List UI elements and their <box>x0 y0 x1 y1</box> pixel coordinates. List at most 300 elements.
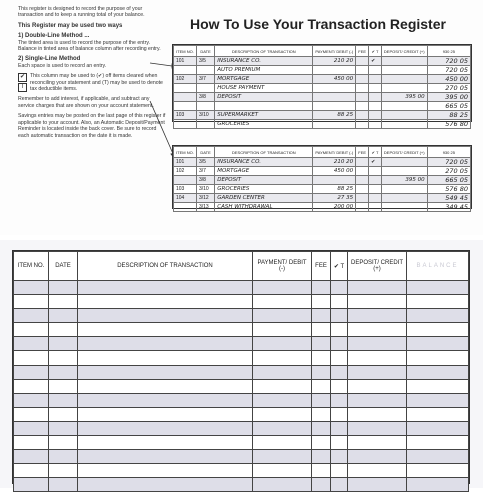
register-cell[interactable] <box>331 365 348 379</box>
cell-fee <box>356 120 369 129</box>
register-cell[interactable] <box>49 295 78 309</box>
cell-date: 3/8 <box>196 93 214 102</box>
register-row[interactable] <box>14 436 469 450</box>
register-cell[interactable] <box>14 365 49 379</box>
example-row <box>174 111 471 120</box>
cell-desc: GARDEN CENTER <box>215 194 313 203</box>
cell-desc: AUTO PREMIUM <box>215 66 313 75</box>
example-single-line <box>172 145 472 209</box>
col-dep: DEPOSIT/ CREDIT (+) <box>381 147 427 158</box>
register-cell[interactable] <box>348 351 407 365</box>
register-row[interactable] <box>14 365 469 379</box>
cell-item: 101 <box>174 57 197 66</box>
cell-bal: 720 05 <box>427 66 470 75</box>
cell-desc: DEPOSIT <box>215 93 313 102</box>
register-row[interactable] <box>14 351 469 365</box>
register-cell[interactable] <box>14 421 49 435</box>
register-cell[interactable] <box>407 351 469 365</box>
register-cell[interactable] <box>348 393 407 407</box>
cell-bal: 450 00 <box>427 75 470 84</box>
register-cell[interactable] <box>49 365 78 379</box>
register-cell[interactable] <box>14 478 49 492</box>
cell-bal: 576 80 <box>427 120 470 129</box>
cell-item <box>174 102 197 111</box>
savings-text: Savings entries may be posted on the last page of this register if applicable to your account. Also, an Automatic Deposit/Payment Reminder is located inside the back cover. Be sure to record each automatic transaction on the date it is made. <box>18 113 166 139</box>
register-cell[interactable] <box>312 379 331 393</box>
register-cell[interactable] <box>312 323 331 337</box>
register-cell[interactable] <box>253 393 312 407</box>
cell-pay: 210 20 <box>313 57 356 66</box>
t-mark-icon: T <box>18 83 27 92</box>
register-cell[interactable] <box>312 309 331 323</box>
register-cell[interactable] <box>331 337 348 351</box>
cell-bal: 270 05 <box>427 167 470 176</box>
cell-chk: ✔ <box>369 158 382 167</box>
register-cell[interactable] <box>348 295 407 309</box>
cell-desc: SUPERMARKET <box>215 111 313 120</box>
cell-pay <box>313 93 356 102</box>
register-cell[interactable] <box>49 393 78 407</box>
cell-bal: 576 80 <box>427 185 470 194</box>
col-item: ITEM NO. <box>174 147 197 158</box>
example-row <box>174 185 471 194</box>
register-cell[interactable] <box>78 478 253 492</box>
cell-pay: 450 00 <box>313 75 356 84</box>
opening-balance: 930 25 <box>427 147 470 158</box>
register-row[interactable] <box>14 393 469 407</box>
cell-bal: 720 05 <box>427 158 470 167</box>
cell-dep <box>381 120 427 129</box>
register-cell[interactable] <box>78 407 253 421</box>
col-check: ✔ T <box>369 46 382 57</box>
register-row[interactable] <box>14 407 469 421</box>
example-row <box>174 57 471 66</box>
register-cell[interactable] <box>312 478 331 492</box>
cell-bal: 665 05 <box>427 102 470 111</box>
register-cell[interactable] <box>407 379 469 393</box>
register-cell[interactable] <box>312 393 331 407</box>
register-cell[interactable] <box>78 365 253 379</box>
register-cell[interactable] <box>331 351 348 365</box>
register-cell[interactable] <box>253 295 312 309</box>
register-cell[interactable] <box>14 323 49 337</box>
cell-desc: GROCERIES <box>215 120 313 129</box>
check-mark-icon: ✔ <box>19 74 26 81</box>
register-cell[interactable] <box>49 309 78 323</box>
reg-col-dep: DEPOSIT/ CREDIT (+) <box>348 252 407 281</box>
register-cell[interactable] <box>312 351 331 365</box>
reg-col-date: DATE <box>49 252 78 281</box>
register-cell[interactable] <box>78 281 253 295</box>
example-row <box>174 120 471 129</box>
register-cell[interactable] <box>331 281 348 295</box>
register-row[interactable] <box>14 379 469 393</box>
cell-chk <box>369 75 382 84</box>
cell-desc: GROCERIES <box>215 185 313 194</box>
cell-chk <box>369 185 382 194</box>
cell-bal: 88 25 <box>427 111 470 120</box>
register-cell[interactable] <box>348 407 407 421</box>
cell-pay: 88 25 <box>313 111 356 120</box>
register-cell[interactable] <box>407 337 469 351</box>
cell-item <box>174 120 197 129</box>
register-cell[interactable] <box>14 393 49 407</box>
register-cell[interactable] <box>348 421 407 435</box>
cell-fee <box>356 176 369 185</box>
example-row <box>174 176 471 185</box>
cell-item: 102 <box>174 167 197 176</box>
cell-dep <box>381 185 427 194</box>
cell-chk <box>369 66 382 75</box>
register-cell[interactable] <box>348 281 407 295</box>
register-cell[interactable] <box>14 464 49 478</box>
register-cell[interactable] <box>49 351 78 365</box>
col-desc: DESCRIPTION OF TRANSACTION <box>215 46 313 57</box>
cell-item: 103 <box>174 111 197 120</box>
cell-dep <box>381 75 427 84</box>
example-row <box>174 93 471 102</box>
cell-dep: 395 00 <box>381 93 427 102</box>
register-cell[interactable] <box>407 365 469 379</box>
cell-dep <box>381 167 427 176</box>
register-cell[interactable] <box>312 365 331 379</box>
cell-pay: 210 20 <box>313 158 356 167</box>
register-cell[interactable] <box>49 436 78 450</box>
cell-date: 3/5 <box>196 158 214 167</box>
cell-fee <box>356 66 369 75</box>
register-cell[interactable] <box>14 295 49 309</box>
cell-pay: 27 35 <box>313 194 356 203</box>
reg-col-item: ITEM NO. <box>14 252 49 281</box>
col-pay: PAYMENT/ DEBIT (-) <box>313 147 356 158</box>
register-cell[interactable] <box>49 281 78 295</box>
register-cell[interactable] <box>312 421 331 435</box>
cell-pay: 450 00 <box>313 167 356 176</box>
register-cell[interactable] <box>78 295 253 309</box>
example-row <box>174 158 471 167</box>
register-cell[interactable] <box>253 464 312 478</box>
register-cell[interactable] <box>49 407 78 421</box>
register-cell[interactable] <box>49 464 78 478</box>
cell-pay: 200 00 <box>313 203 356 212</box>
cell-item: 104 <box>174 194 197 203</box>
example-row <box>174 203 471 212</box>
single-line-text: Each space is used to record an entry. <box>18 62 107 69</box>
register-cell[interactable] <box>407 323 469 337</box>
register-grid <box>12 250 470 484</box>
register-cell[interactable] <box>253 436 312 450</box>
register-cell[interactable] <box>312 295 331 309</box>
cell-fee <box>356 111 369 120</box>
register-cell[interactable] <box>331 393 348 407</box>
reg-col-desc: DESCRIPTION OF TRANSACTION <box>78 252 253 281</box>
cell-chk <box>369 93 382 102</box>
register-cell[interactable] <box>331 309 348 323</box>
cell-desc: MORTGAGE <box>215 75 313 84</box>
register-row[interactable] <box>14 309 469 323</box>
register-table <box>13 251 469 492</box>
register-cell[interactable] <box>407 309 469 323</box>
example-single-line-table <box>173 146 471 212</box>
register-cell[interactable] <box>78 323 253 337</box>
check-column-text: This column may be used to (✔) off items cleared when reconciling your statement and (T) may be used to denote tax deductible items. <box>30 73 163 93</box>
register-cell[interactable] <box>407 436 469 450</box>
register-cell[interactable] <box>253 323 312 337</box>
reg-col-check: ✔ T <box>331 252 348 281</box>
cell-fee <box>356 158 369 167</box>
example-row <box>174 84 471 93</box>
double-line-heading: 1) Double-Line Method ... <box>18 33 90 40</box>
single-line-heading: 2) Single-Line Method <box>18 56 81 63</box>
col-pay: PAYMENT/ DEBIT (-) <box>313 46 356 57</box>
cell-desc: INSURANCE CO. <box>215 158 313 167</box>
register-row[interactable] <box>14 421 469 435</box>
register-cell[interactable] <box>331 478 348 492</box>
cell-chk <box>369 102 382 111</box>
register-row[interactable] <box>14 450 469 464</box>
register-cell[interactable] <box>407 450 469 464</box>
cell-fee <box>356 194 369 203</box>
register-cell[interactable] <box>312 407 331 421</box>
cell-dep <box>381 194 427 203</box>
cell-bal: 549 45 <box>427 194 470 203</box>
register-cell[interactable] <box>49 421 78 435</box>
cell-bal: 270 05 <box>427 84 470 93</box>
interest-text: Remember to add interest, if applicable, and subtract any service charges that are shown on your account statement. <box>18 96 154 109</box>
register-row[interactable] <box>14 295 469 309</box>
col-fee: FEE <box>356 46 369 57</box>
cell-pay <box>313 66 356 75</box>
register-cell[interactable] <box>407 281 469 295</box>
cell-item: 102 <box>174 75 197 84</box>
register-cell[interactable] <box>253 309 312 323</box>
register-cell[interactable] <box>49 323 78 337</box>
cell-date <box>196 102 214 111</box>
register-cell[interactable] <box>253 379 312 393</box>
register-cell[interactable] <box>312 436 331 450</box>
register-cell[interactable] <box>78 436 253 450</box>
register-cell[interactable] <box>331 436 348 450</box>
page-title: How To Use Your Transaction Register <box>190 16 446 32</box>
col-item: ITEM NO. <box>174 46 197 57</box>
register-cell[interactable] <box>78 421 253 435</box>
cell-pay <box>313 84 356 93</box>
register-cell[interactable] <box>78 450 253 464</box>
register-cell[interactable] <box>78 464 253 478</box>
register-cell[interactable] <box>49 379 78 393</box>
register-cell[interactable] <box>407 407 469 421</box>
cell-desc: MORTGAGE <box>215 167 313 176</box>
register-cell[interactable] <box>253 337 312 351</box>
cell-date: 3/5 <box>196 57 214 66</box>
cell-fee <box>356 84 369 93</box>
register-cell[interactable] <box>407 295 469 309</box>
cell-dep <box>381 66 427 75</box>
cell-date: 3/13 <box>196 203 214 212</box>
register-cell[interactable] <box>331 407 348 421</box>
register-cell[interactable] <box>78 379 253 393</box>
cell-desc <box>215 102 313 111</box>
cell-item <box>174 176 197 185</box>
register-cell[interactable] <box>253 450 312 464</box>
register-cell[interactable] <box>14 351 49 365</box>
register-cell[interactable] <box>253 351 312 365</box>
col-date: DATE <box>196 46 214 57</box>
cell-date: 3/7 <box>196 167 214 176</box>
register-cell[interactable] <box>14 281 49 295</box>
register-cell[interactable] <box>407 393 469 407</box>
cell-item <box>174 93 197 102</box>
col-desc: DESCRIPTION OF TRANSACTION <box>215 147 313 158</box>
cell-date: 3/7 <box>196 75 214 84</box>
cell-dep <box>381 84 427 93</box>
register-cell[interactable] <box>14 379 49 393</box>
example-row <box>174 167 471 176</box>
cell-chk <box>369 120 382 129</box>
cell-date: 3/10 <box>196 111 214 120</box>
cell-bal: 720 05 <box>427 57 470 66</box>
register-row[interactable] <box>14 464 469 478</box>
register-cell[interactable] <box>14 337 49 351</box>
cell-dep: 395 00 <box>381 176 427 185</box>
cell-dep <box>381 158 427 167</box>
cell-date <box>196 120 214 129</box>
cell-pay: 88 25 <box>313 185 356 194</box>
example-double-line-table <box>173 45 471 129</box>
register-cell[interactable] <box>49 337 78 351</box>
register-cell[interactable] <box>348 478 407 492</box>
cell-dep <box>381 57 427 66</box>
register-cell[interactable] <box>331 295 348 309</box>
register-cell[interactable] <box>348 323 407 337</box>
cell-chk: ✔ <box>369 57 382 66</box>
cell-date <box>196 66 214 75</box>
cell-item <box>174 203 197 212</box>
register-cell[interactable] <box>331 464 348 478</box>
cell-pay <box>313 102 356 111</box>
register-cell[interactable] <box>78 351 253 365</box>
register-cell[interactable] <box>312 464 331 478</box>
cell-fee <box>356 167 369 176</box>
reg-col-pay: PAYMENT/ DEBIT (-) <box>253 252 312 281</box>
register-cell[interactable] <box>253 281 312 295</box>
cell-chk <box>369 203 382 212</box>
register-cell[interactable] <box>312 450 331 464</box>
register-cell[interactable] <box>253 421 312 435</box>
register-cell[interactable] <box>312 337 331 351</box>
register-cell[interactable] <box>78 393 253 407</box>
cell-item <box>174 66 197 75</box>
example-row <box>174 66 471 75</box>
register-cell[interactable] <box>348 337 407 351</box>
cell-desc: HOUSE PAYMENT <box>215 84 313 93</box>
register-cell[interactable] <box>348 309 407 323</box>
register-cell[interactable] <box>348 464 407 478</box>
register-cell[interactable] <box>14 436 49 450</box>
register-row[interactable] <box>14 323 469 337</box>
reg-col-fee: FEE <box>312 252 331 281</box>
cell-fee <box>356 93 369 102</box>
cell-pay <box>313 176 356 185</box>
register-cell[interactable] <box>14 407 49 421</box>
col-date: DATE <box>196 147 214 158</box>
register-cell[interactable] <box>253 407 312 421</box>
example-row <box>174 194 471 203</box>
register-cell[interactable] <box>407 464 469 478</box>
opening-balance: 930 25 <box>427 46 470 57</box>
cell-desc: INSURANCE CO. <box>215 57 313 66</box>
cell-fee <box>356 185 369 194</box>
cell-chk <box>369 84 382 93</box>
cell-dep <box>381 203 427 212</box>
cell-item: 103 <box>174 185 197 194</box>
col-check: ✔ T <box>369 147 382 158</box>
cell-bal: 395 00 <box>427 93 470 102</box>
cell-desc: DEPOSIT <box>215 176 313 185</box>
register-cell[interactable] <box>348 365 407 379</box>
register-cell[interactable] <box>348 436 407 450</box>
cell-chk <box>369 167 382 176</box>
example-row <box>174 102 471 111</box>
register-cell[interactable] <box>331 323 348 337</box>
cell-bal: 665 05 <box>427 176 470 185</box>
cell-chk <box>369 176 382 185</box>
col-dep: DEPOSIT/ CREDIT (+) <box>381 46 427 57</box>
cell-fee <box>356 203 369 212</box>
cell-date: 3/12 <box>196 194 214 203</box>
example-row <box>174 75 471 84</box>
cell-item <box>174 84 197 93</box>
register-cell[interactable] <box>331 450 348 464</box>
example-double-line <box>172 44 472 128</box>
double-line-text: The tinted area is used to record the purpose of the entry. Balance in tinted area of balance column after recording entry. <box>18 39 161 53</box>
cell-dep <box>381 111 427 120</box>
cell-date: 3/10 <box>196 185 214 194</box>
cell-dep <box>381 102 427 111</box>
register-cell[interactable] <box>331 421 348 435</box>
cell-bal: 349 45 <box>427 203 470 212</box>
register-cell[interactable] <box>407 421 469 435</box>
register-cell[interactable] <box>253 478 312 492</box>
intro-text: This register is designed to record the purpose of your transaction and to keep a running total of your balance. <box>18 6 145 19</box>
cell-fee <box>356 102 369 111</box>
cell-fee <box>356 57 369 66</box>
col-fee: FEE <box>356 147 369 158</box>
register-row[interactable] <box>14 281 469 295</box>
ways-heading: This Register may be used two ways <box>18 22 123 29</box>
cell-date: 3/8 <box>196 176 214 185</box>
register-cell[interactable] <box>253 365 312 379</box>
reg-col-balance: BALANCE <box>407 252 469 281</box>
cell-fee <box>356 75 369 84</box>
register-cell[interactable] <box>407 478 469 492</box>
register-cell[interactable] <box>78 337 253 351</box>
register-cell[interactable] <box>348 379 407 393</box>
register-cell[interactable] <box>312 281 331 295</box>
cell-item: 101 <box>174 158 197 167</box>
register-cell[interactable] <box>14 450 49 464</box>
register-row[interactable] <box>14 478 469 492</box>
register-row[interactable] <box>14 337 469 351</box>
register-cell[interactable] <box>78 309 253 323</box>
register-cell[interactable] <box>49 478 78 492</box>
cell-pay <box>313 120 356 129</box>
register-cell[interactable] <box>14 309 49 323</box>
register-cell[interactable] <box>49 450 78 464</box>
cell-date <box>196 84 214 93</box>
register-cell[interactable] <box>331 379 348 393</box>
register-cell[interactable] <box>348 450 407 464</box>
